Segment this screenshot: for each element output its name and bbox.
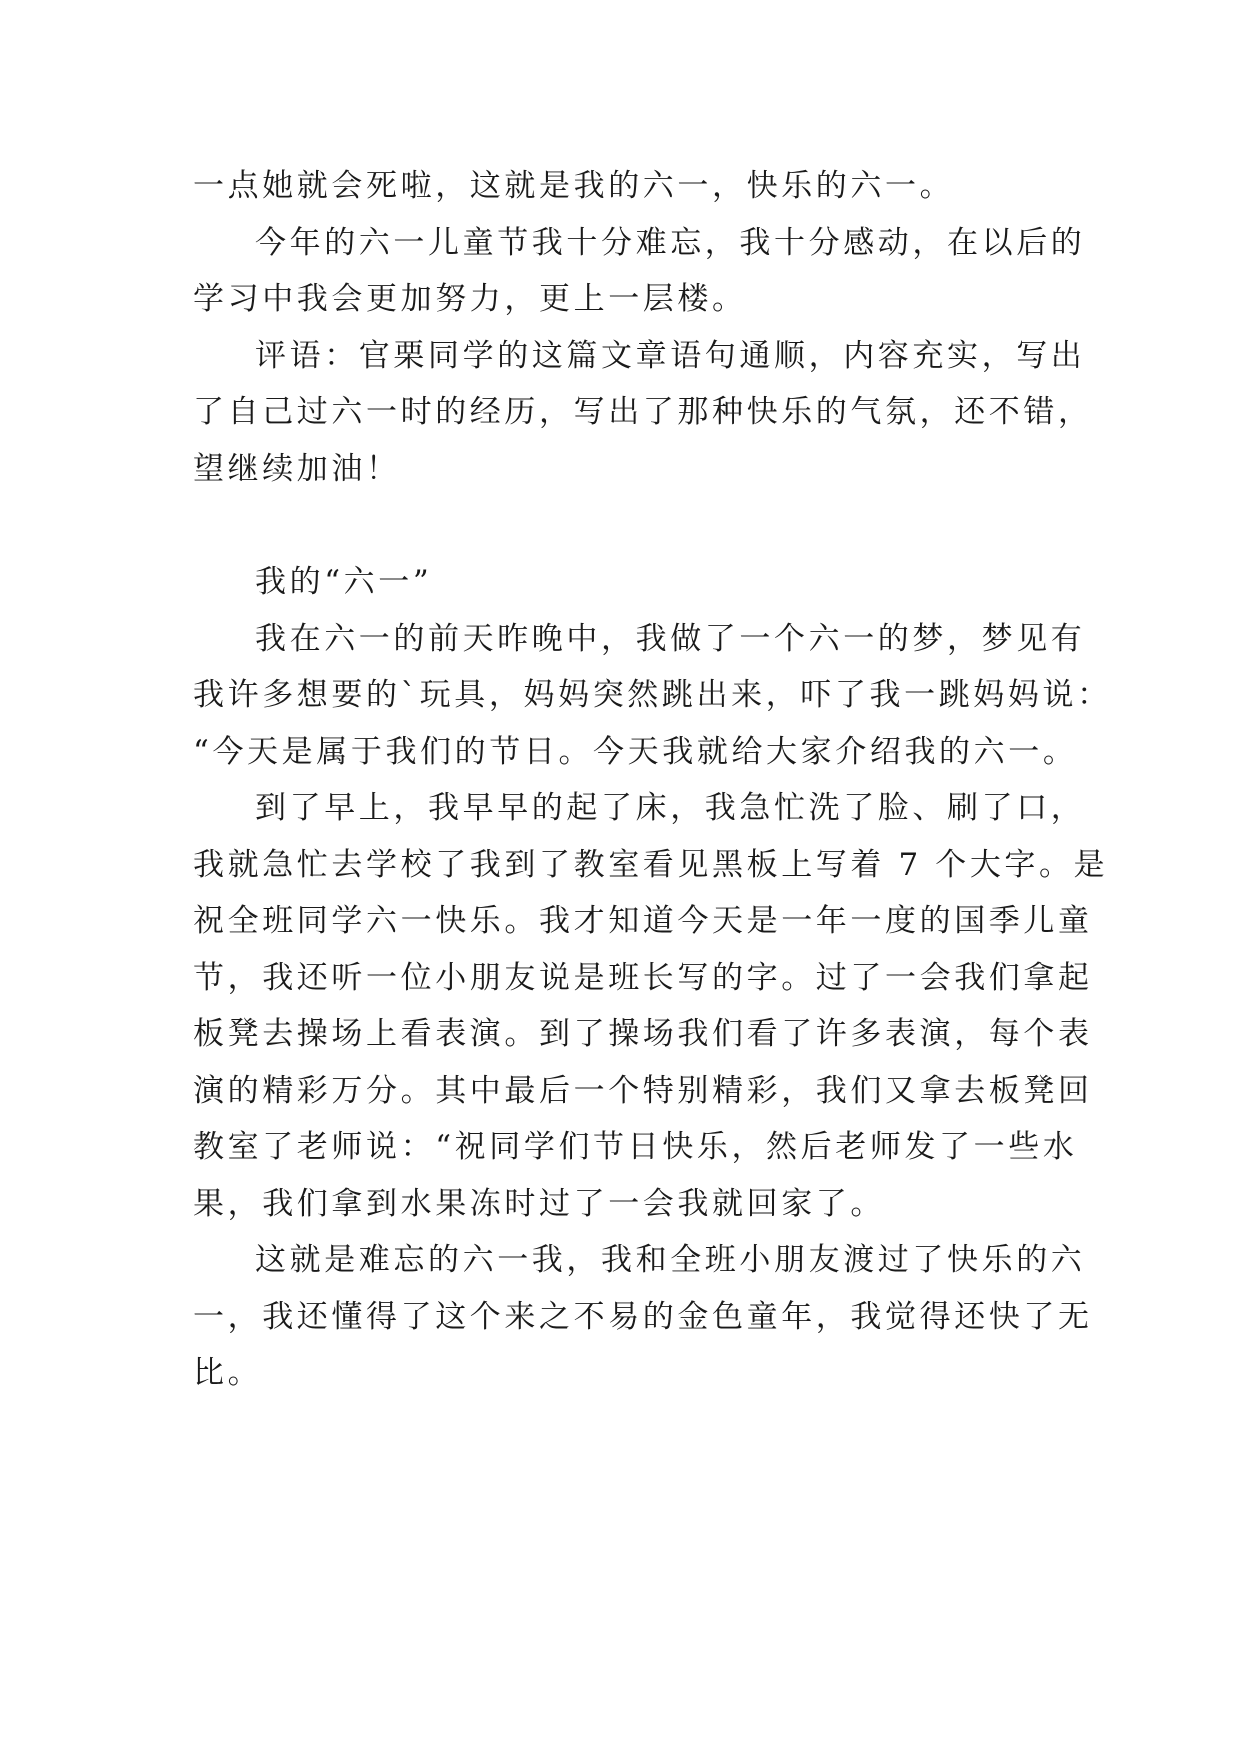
- comment-line: 评语：官栗同学的这篇文章语句通顺，内容充实，写出: [255, 338, 1086, 374]
- text-line: 我在六一的前天昨晚中，我做了一个六一的梦，梦见有: [255, 621, 1086, 657]
- text-line: 学习中我会更加努力，更上一层楼。: [193, 281, 747, 317]
- text-line: “今天是属于我们的节日。今天我就给大家介绍我的六一。: [193, 734, 1078, 770]
- text-line: 板凳去操场上看表演。到了操场我们看了许多表演，每个表: [193, 1016, 1093, 1052]
- text-line: 到了早上，我早早的起了床，我急忙洗了脸、刷了口，: [255, 790, 1086, 826]
- text-line: 果，我们拿到水果冻时过了一会我就回家了。: [193, 1186, 885, 1222]
- text-line: 教室了老师说：“祝同学们节日快乐，然后老师发了一些水: [193, 1129, 1078, 1165]
- text-line: 演的精彩万分。其中最后一个特别精彩，我们又拿去板凳回: [193, 1073, 1093, 1109]
- text-line: 一点她就会死啦，这就是我的六一，快乐的六一。: [193, 168, 955, 204]
- text-line: 今年的六一儿童节我十分难忘，我十分感动，在以后的: [255, 225, 1086, 261]
- text-line: 这就是难忘的六一我，我和全班小朋友渡过了快乐的六: [255, 1242, 1086, 1278]
- text-line: 我许多想要的`玩具，妈妈突然跳出来，吓了我一跳妈妈说：: [193, 677, 1112, 713]
- text-line: 节，我还听一位小朋友说是班长写的字。过了一会我们拿起: [193, 960, 1093, 996]
- essay-title: 我的“六一”: [255, 564, 433, 600]
- comment-line: 望继续加油！: [193, 451, 401, 487]
- text-line: 我就急忙去学校了我到了教室看见黑板上写着 7 个大字。是: [193, 847, 1109, 883]
- text-line: 比。: [193, 1355, 263, 1391]
- text-line: 一，我还懂得了这个来之不易的金色童年，我觉得还快了无: [193, 1299, 1093, 1335]
- text-line: 祝全班同学六一快乐。我才知道今天是一年一度的国季儿童: [193, 903, 1093, 939]
- comment-line: 了自己过六一时的经历，写出了那种快乐的气氛，还不错，: [193, 394, 1093, 430]
